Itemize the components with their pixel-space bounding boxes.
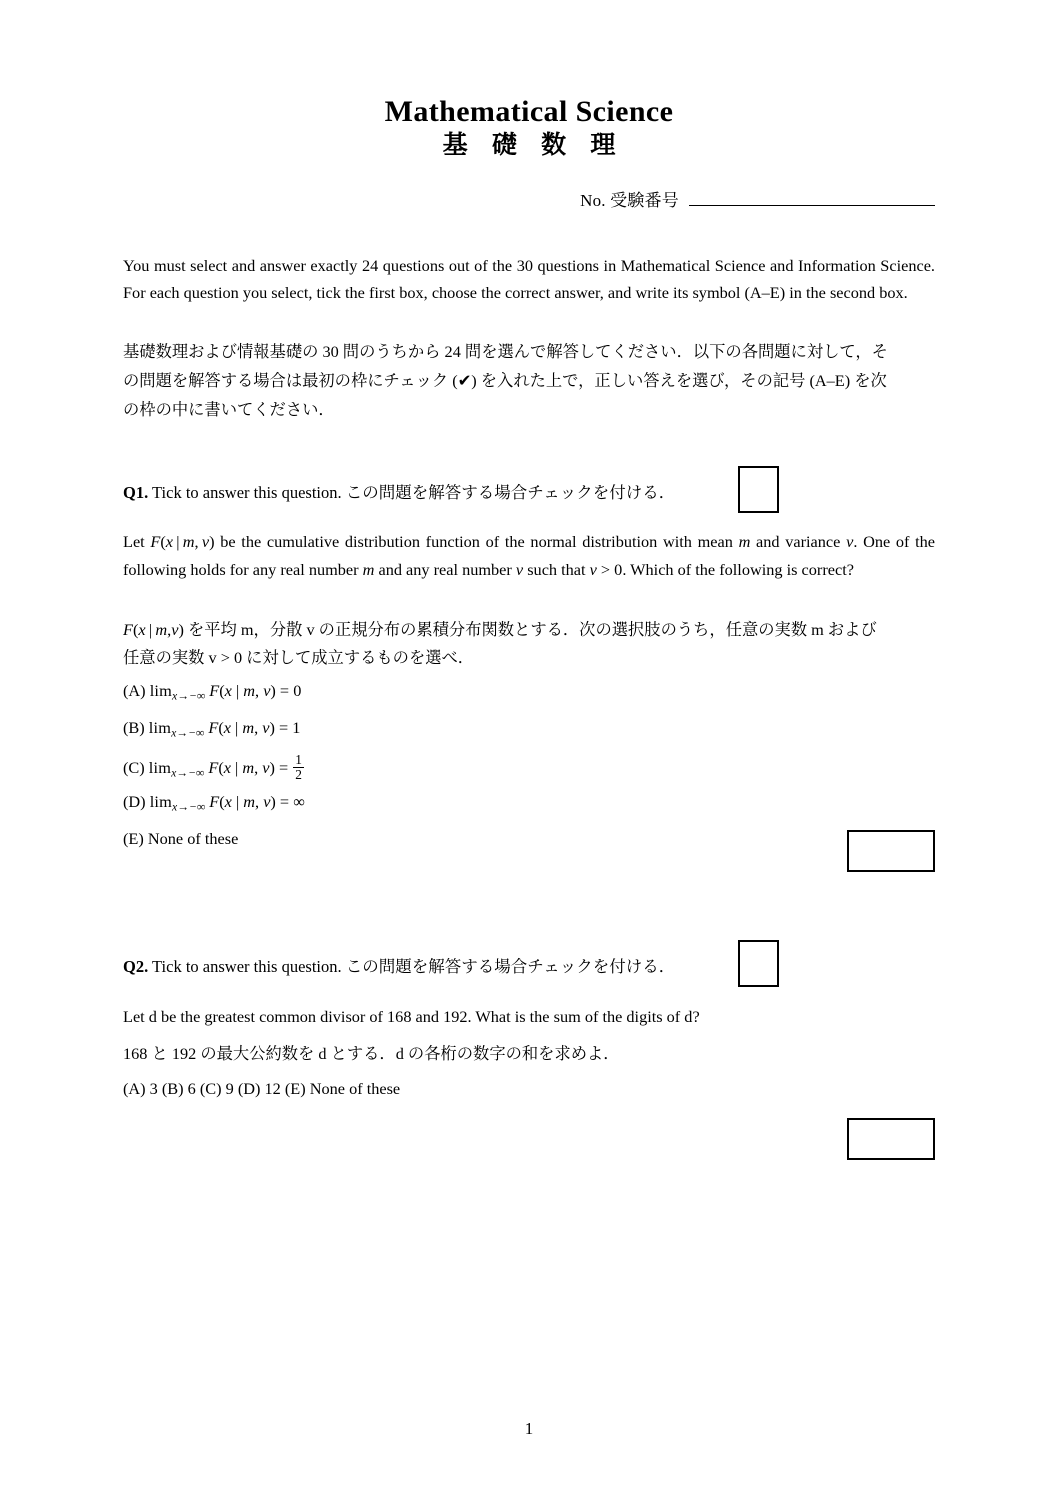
option-d-expression-q1: $\lim_{x\to-\infty} F(x$ | m, v) = ∞ [149, 792, 305, 814]
q1-stem-text-6: such that [523, 560, 590, 580]
tick-checkbox-q2[interactable] [738, 940, 779, 987]
option-a-value-q1: 0 [293, 681, 302, 700]
page-number: 1 [524, 1419, 534, 1438]
option-e-tag-q1: (E) [123, 829, 144, 848]
q1-stem-text-4: . One of the following holds for any real number [123, 532, 936, 580]
exam-number-label: No. 受験番号 [580, 191, 679, 210]
option-b-q1[interactable] [123, 716, 300, 742]
answer-box-q2[interactable] [847, 1118, 935, 1160]
tick-instruction-jp-q1: この問題を解答する場合チェックを付ける． [345, 483, 676, 502]
option-b-equals-q1: = [279, 718, 289, 737]
instructions-japanese [123, 337, 935, 424]
exam-number-row [0, 186, 935, 211]
answer-box-q1[interactable] [847, 830, 935, 872]
tick-checkbox-q1[interactable] [738, 466, 779, 513]
q1-stem-var-v2: v [515, 560, 524, 580]
q1-stem-text-3: and variance [750, 532, 847, 551]
question-header-q1 [123, 466, 935, 518]
option-b-limit-sub-q1: x→−∞ [171, 726, 205, 740]
option-c-fraction-denominator-q1: 2 [295, 766, 302, 782]
option-c-limit-op-q1: lim [148, 758, 172, 778]
q1-stem-var-m: m [738, 532, 751, 551]
page-title [0, 96, 1058, 162]
option-b-value-q1: 1 [292, 718, 301, 737]
option-e-q1[interactable] [123, 827, 238, 851]
option-a-q1[interactable] [123, 679, 301, 705]
option-a-equals-q1: = [279, 681, 290, 700]
q1-stem-var-v: v [846, 532, 854, 551]
q1-stem-text-2: be the cumulative distribution function of the normal distribution with mean [214, 532, 739, 551]
options-inline-q2[interactable]: (A) 3 (B) 6 (C) 9 (D) 12 (E) None of these [123, 1079, 401, 1098]
question-stem-japanese-q2: 168 と 192 の最大公約数を d とする．d の各桁の数字の和を求めよ． [123, 1044, 620, 1063]
option-c-equals-q1: = [279, 758, 289, 778]
q1-stem-jp-math-F: F(x | m,v) [123, 620, 184, 639]
q1-stem-jp-line-1 [123, 616, 935, 644]
option-c-limit-sub-q1: x→−∞ [171, 766, 205, 780]
question-header-q2-text [123, 953, 675, 977]
option-d-equals-q1: = [279, 792, 290, 811]
question-stem-english-q2: Let d be the greatest common divisor of 168 and 192. What is the sum of the digits of d? [123, 1007, 700, 1026]
option-e-text-q1: None of these [147, 829, 239, 848]
tick-instruction-en-q1: Tick to answer this question. [152, 483, 342, 502]
instructions-japanese-line-1: 基礎数理および情報基礎の 30 問のうちから 24 問を選んで解答してください．以下の各問題に対して，そ [123, 342, 888, 361]
option-d-limit-op-q1: lim [149, 792, 172, 811]
instructions-japanese-line-2: の問題を解答する場合は最初の枠にチェック (✔) を入れた上で，正しい答えを選び，その記号 (A–E) を次 [123, 371, 887, 390]
option-a-limit-op-q1: lim [149, 681, 172, 700]
option-c-expression-q1: $\lim_{x\to-\infty} F(x$ | m, v) = $\frac{1}{2}$ [148, 752, 302, 782]
question-label-q2: Q2. [123, 957, 149, 976]
option-c-fraction-numerator-q1: 1 [295, 752, 302, 767]
option-b-tag-q1: (B) [123, 718, 145, 737]
option-a-limit-sub-q1: x→−∞ [172, 689, 206, 703]
option-d-value-q1: ∞ [293, 792, 305, 811]
option-c-tag-q1: (C) [123, 758, 145, 778]
q1-stem-text-7: . Which of the following is correct? [622, 560, 854, 580]
title-english: Mathematical Science [384, 95, 674, 128]
question-stem-japanese-q1 [123, 616, 935, 672]
option-c-fraction-q1 [293, 753, 304, 781]
option-d-tag-q1: (D) [123, 792, 146, 811]
q1-stem-jp-line-2: 任意の実数 v > 0 に対して成立するものを選べ． [123, 648, 475, 668]
option-b-limit-op-q1: lim [148, 718, 172, 737]
q1-stem-text-5: and any real number [374, 560, 516, 580]
option-c-q1[interactable] [123, 753, 305, 782]
tick-instruction-jp-q2: この問題を解答する場合チェックを付ける． [345, 957, 676, 976]
q1-stem-math-F: F(x | m, v) [150, 532, 215, 551]
tick-instruction-en-q2: Tick to answer this question. [152, 957, 342, 976]
question-header-q1-text [123, 479, 675, 503]
question-stem-english-q1 [123, 528, 935, 584]
instructions-japanese-line-3: の枠の中に書いてください． [123, 400, 335, 419]
option-d-q1[interactable] [123, 790, 305, 816]
question-header-q2 [123, 940, 935, 992]
q1-stem-condition: v > 0 [589, 560, 623, 580]
option-b-expression-q1: $\lim_{x\to-\infty} F(x$ | m, v) = 1 [148, 718, 301, 740]
q1-stem-text-1: Let [123, 532, 151, 551]
q1-stem-var-m2: m [362, 560, 375, 580]
title-japanese: 基 礎 数 理 [442, 132, 625, 160]
instructions-english: You must select and answer exactly 24 questions out of the 30 questions in Mathematical Science and Information Science. For each question you select, tick the first box, choose the correct answer, and write its symbol (A–E) in the second box. [123, 256, 935, 303]
option-a-tag-q1: (A) [123, 681, 146, 700]
question-label-q1: Q1. [123, 483, 149, 502]
option-d-limit-sub-q1: x→−∞ [172, 800, 206, 814]
exam-number-write-line[interactable] [689, 192, 935, 206]
option-a-expression-q1: $\lim_{x\to-\infty} F(x$ | m, v) = 0 [149, 681, 302, 703]
q1-stem-jp-text-1: を平均 m，分散 v の正規分布の累積分布関数とする．次の選択肢のうち，任意の実数 m および [187, 620, 877, 639]
